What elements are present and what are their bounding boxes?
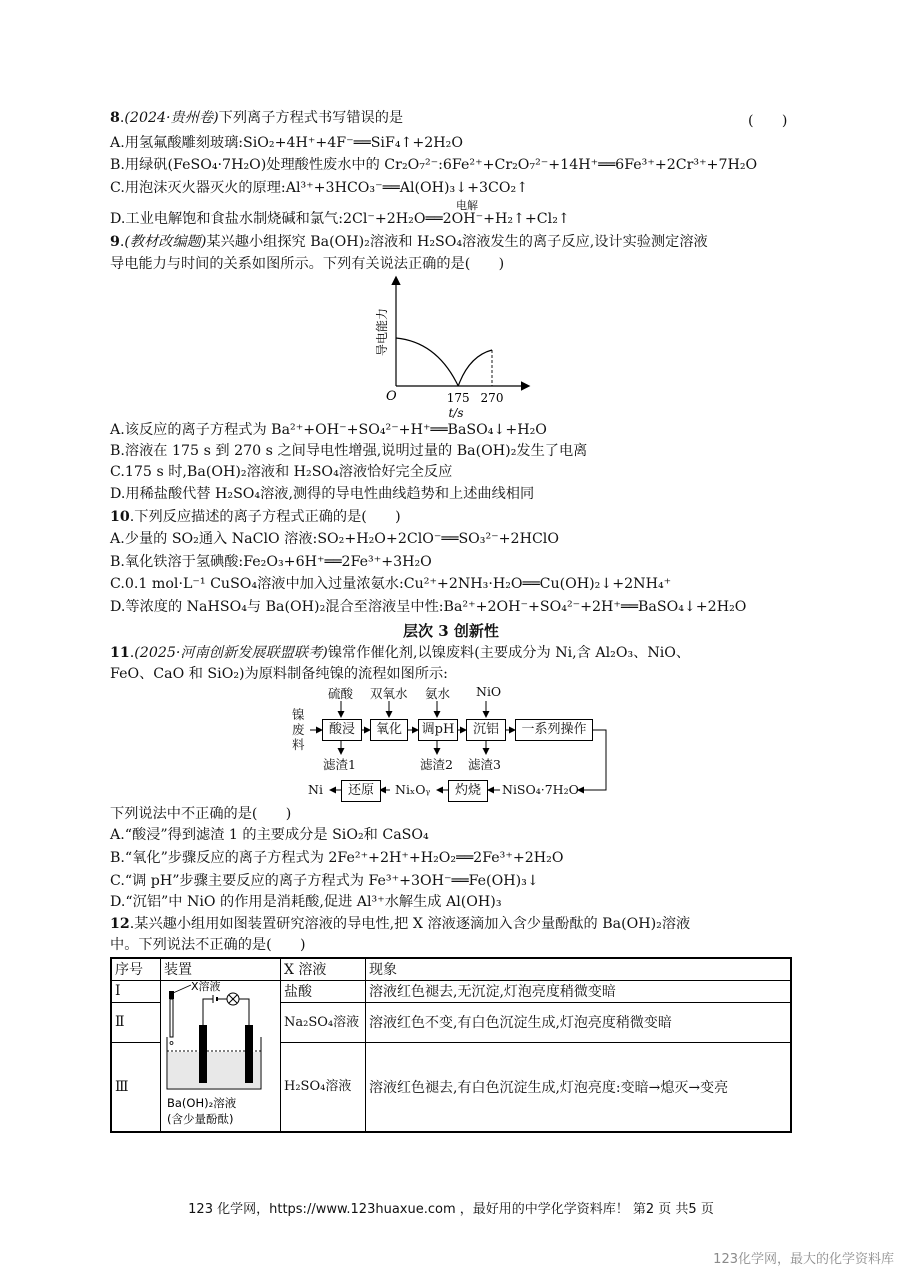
q11-option-c: C.“调 pH”步骤主要反应的离子方程式为 Fe³⁺+3OH⁻══Fe(OH)₃↓ <box>110 873 539 889</box>
q9-number: 9 <box>110 234 120 250</box>
q8-number: 8 <box>110 110 120 126</box>
step-series-operations: 一系列操作 <box>515 719 593 741</box>
q9-option-b: B.溶液在 175 s 到 270 s 之间导电性增强,说明过量的 Ba(OH)₂发生了电离 <box>110 443 588 459</box>
final-nickel: Ni <box>308 782 323 797</box>
row2-no: Ⅱ <box>111 1002 161 1042</box>
row1-phenomenon: 溶液红色褪去,无沉淀,灯泡亮度稍微变暗 <box>366 980 792 1002</box>
q8-answer-paren: ( ) <box>748 113 788 129</box>
table-row <box>111 980 791 1002</box>
step-aluminum-precip: 沉铝 <box>466 719 506 741</box>
header-no: 序号 <box>111 958 161 980</box>
q9-source: (教材改编题) <box>124 234 207 250</box>
step-reduction: 还原 <box>341 780 381 802</box>
chart-x-tick-175: 175 <box>446 391 470 405</box>
q8-option-a: A.用氢氟酸雕刻玻璃:SiO₂+4H⁺+4F⁻══SiF₄↑+2H₂O <box>110 135 463 151</box>
conductivity-chart <box>360 272 540 420</box>
q10-option-d: D.等浓度的 NaHSO₄与 Ba(OH)₂混合至溶液呈中性:Ba²⁺+2OH⁻+SO₄²⁻+2H⁺══BaSO₄↓+2H₂O <box>110 599 747 615</box>
q12-stem-line1: 12.某兴趣小组用如图装置研究溶液的导电性,把 X 溶液逐滴加入含少量酚酞的 Ba(OH)₂溶液 <box>110 916 691 932</box>
step-oxidation: 氧化 <box>370 719 408 741</box>
q10-option-b: B.氧化铁溶于氢碘酸:Fe₂O₃+6H⁺══2Fe³⁺+3H₂O <box>110 554 432 570</box>
residue-1: 滤渣1 <box>323 757 356 772</box>
site-watermark: 123化学网，最大的化学资料库 <box>713 1252 894 1267</box>
q8-d-condition: 电解 <box>456 199 478 212</box>
apparatus-cell <box>161 980 281 1132</box>
q9-option-c: C.175 s 时,Ba(OH)₂溶液和 H₂SO₄溶液恰好完全反应 <box>110 464 453 480</box>
q10-number: 10 <box>110 509 130 525</box>
step-calcination: 灼烧 <box>448 780 488 802</box>
apparatus-x-label: X溶液 <box>191 980 221 993</box>
section-heading: 层次 3 创新性 <box>403 622 499 640</box>
q11-source: (2025·河南创新发展联盟联考) <box>134 645 328 661</box>
row2-x: Na₂SO₄溶液 <box>281 1002 366 1042</box>
residue-3: 滤渣3 <box>468 757 501 772</box>
residue-2: 滤渣2 <box>420 757 453 772</box>
reagent-hydrogen-peroxide: 双氧水 <box>370 686 408 701</box>
q11-option-a: A.“酸浸”得到滤渣 1 的主要成分是 SiO₂和 CaSO₄ <box>110 827 429 843</box>
q9-option-d: D.用稀盐酸代替 H₂SO₄溶液,测得的导电性曲线趋势和上述曲线相同 <box>110 486 535 502</box>
q8-option-c: C.用泡沫灭火器灭火的原理:Al³⁺+3HCO₃⁻══Al(OH)₃↓+3CO₂↑ <box>110 180 529 196</box>
q8-stem: 8.(2024·贵州卷)下列离子方程式书写错误的是 <box>110 110 404 126</box>
reagent-nio: NiO <box>476 684 502 699</box>
q9-stem-line1: 9.(教材改编题)某兴趣小组探究 Ba(OH)₂溶液和 H₂SO₄溶液发生的离子反应,设计实验测定溶液 <box>110 234 708 250</box>
q11-stem-line2: FeO、CaO 和 SiO₂)为原料制备纯镍的流程如图所示: <box>110 666 448 682</box>
q11-stem-text: 镍常作催化剂,以镍废料(主要成分为 Ni,含 Al₂O₃、NiO、 <box>327 645 691 661</box>
q10-stem: 10.下列反应描述的离子方程式正确的是( ) <box>110 509 401 525</box>
chart-origin-label: O <box>386 389 397 404</box>
reagent-sulfuric-acid: 硫酸 <box>328 686 354 701</box>
header-phenomenon: 现象 <box>366 958 792 980</box>
chart-x-label: t/s <box>448 406 464 420</box>
q10-option-a: A.少量的 SO₂通入 NaClO 溶液:SO₂+H₂O+2ClO⁻══SO₃²⁻+2HClO <box>110 531 559 547</box>
conductivity-apparatus-icon <box>161 981 274 1131</box>
q9-stem-line2: 导电能力与时间的关系如图所示。下列有关说法正确的是( ) <box>110 256 505 272</box>
page-footer: 123 化学网，https://www.123huaxue.com ，最好用的中学化学资料库！ 第2 页 共5 页 <box>188 1202 714 1217</box>
row3-no: Ⅲ <box>111 1043 161 1132</box>
row3-phenomenon: 溶液红色褪去,有白色沉淀生成,灯泡亮度:变暗→熄灭→变亮 <box>366 1043 792 1132</box>
reagent-ammonia: 氨水 <box>425 686 451 701</box>
q12-stem-text: 某兴趣小组用如图装置研究溶液的导电性,把 X 溶液逐滴加入含少量酚酞的 Ba(OH)₂溶液 <box>134 916 691 932</box>
row2-phenomenon: 溶液红色不变,有白色沉淀生成,灯泡亮度稍微变暗 <box>366 1002 792 1042</box>
step-adjust-ph: 调pH <box>418 719 458 741</box>
q12-stem-line2: 中。下列说法不正确的是( ) <box>110 937 306 953</box>
header-x-solution: X 溶液 <box>281 958 366 980</box>
q9-stem-text: 某兴趣小组探究 Ba(OH)₂溶液和 H₂SO₄溶液发生的离子反应,设计实验测定溶液 <box>206 234 708 250</box>
q11-option-b: B.“氧化”步骤反应的离子方程式为 2Fe²⁺+2H⁺+H₂O₂══2Fe³⁺+2H₂O <box>110 850 564 866</box>
q11-stem-line1: 11.(2025·河南创新发展联盟联考)镍常作催化剂,以镍废料(主要成分为 Ni,含 Al₂O₃、NiO、 <box>110 645 691 661</box>
chart-curve-segment <box>396 338 458 386</box>
apparatus-note-label: (含少量酚酞) <box>167 1111 234 1126</box>
row3-x: H₂SO₄溶液 <box>281 1043 366 1132</box>
q8-option-d: D.工业电解饱和食盐水制烧碱和氯气:2Cl⁻+2H₂O══2OH⁻+H₂↑+Cl₂↑ <box>110 211 570 227</box>
q8-option-b: B.用绿矾(FeSO₄·7H₂O)处理酸性废水中的 Cr₂O₇²⁻:6Fe²⁺+Cr₂O₇²⁻+14H⁺══6Fe³⁺+2Cr³⁺+7H₂O <box>110 157 758 173</box>
table-header-row <box>111 958 791 980</box>
chart-curve-segment <box>458 350 492 386</box>
intermediate-nixoy: NiₓOᵧ <box>395 782 431 797</box>
q11-number: 11 <box>110 645 130 661</box>
q11-option-d: D.“沉铝”中 NiO 的作用是消耗酸,促进 Al³⁺水解生成 Al(OH)₃ <box>110 894 502 910</box>
q12-number: 12 <box>110 916 130 932</box>
row1-no: Ⅰ <box>111 980 161 1002</box>
step-acid-leach: 酸浸 <box>322 719 362 741</box>
header-apparatus: 装置 <box>161 958 281 980</box>
q9-option-a: A.该反应的离子方程式为 Ba²⁺+OH⁻+SO₄²⁻+H⁺══BaSO₄↓+H₂O <box>110 422 547 438</box>
q11-ask: 下列说法中不正确的是( ) <box>110 806 292 822</box>
chart-x-tick-270: 270 <box>480 391 504 405</box>
product-nickel-sulfate: NiSO₄·7H₂O <box>502 782 579 797</box>
q10-option-c: C.0.1 mol·L⁻¹ CuSO₄溶液中加入过量浓氨水:Cu²⁺+2NH₃·H₂O══Cu(OH)₂↓+2NH₄⁺ <box>110 576 672 592</box>
q10-stem-text: 下列反应描述的离子方程式正确的是( ) <box>134 509 401 525</box>
q8-stem-text: 下列离子方程式书写错误的是 <box>218 110 404 126</box>
flow-start-material: 镍废料 <box>292 707 305 752</box>
row1-x: 盐酸 <box>281 980 366 1002</box>
apparatus-solution-label: Ba(OH)₂溶液 <box>167 1095 237 1110</box>
q8-source: (2024·贵州卷) <box>124 110 219 126</box>
chart-y-label: 导电能力 <box>375 307 389 357</box>
experiment-table <box>110 957 792 1133</box>
